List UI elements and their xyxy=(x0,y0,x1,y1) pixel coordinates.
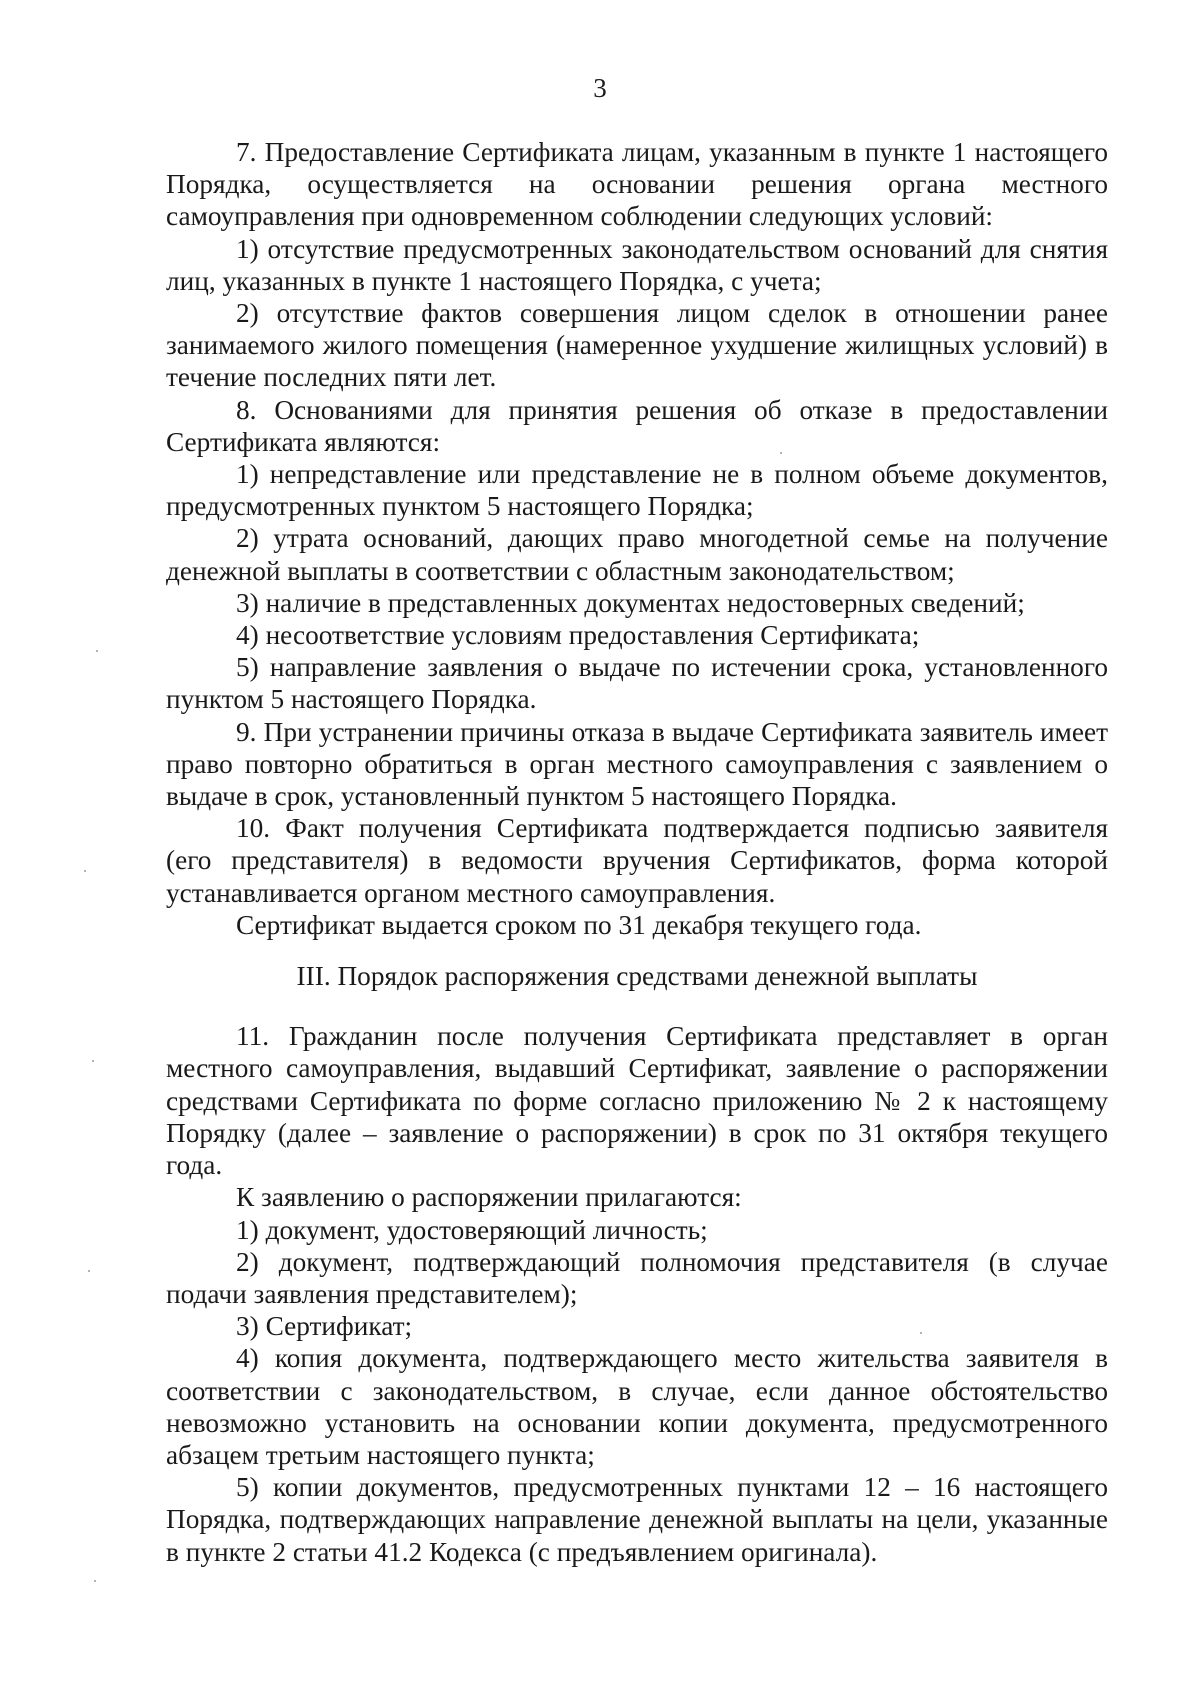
paragraph-9: 9. При устранении причины отказа в выдаче Сертификата заявитель имеет право повторно обратиться в орган местного самоуправления с заявлением о выдаче в срок, установленный пунктом 5 настоящего Порядка. xyxy=(166,716,1108,812)
paragraph-11: 11. Гражданин после получения Сертификата представляет в орган местного самоуправления, выдавший Сертификат, заявление о распоряжении средствами Сертификата по форме согласно приложению № 2 к настоящему Порядку (далее – заявление о распоряжении) в срок по 31 октября текущего года. xyxy=(166,1021,1108,1181)
paragraph-8-item-4: 4) несоответствие условиям предоставления Сертификата; xyxy=(236,620,920,651)
paragraph-7: 7. Предоставление Сертификата лицам, указанным в пункте 1 настоящего Порядка, осуществляется на основании решения органа местного самоуправления при одновременном соблюдении следующих условий: xyxy=(166,137,1108,232)
scan-speck xyxy=(92,1060,94,1062)
paragraph-10: 10. Факт получения Сертификата подтверждается подписью заявителя (его представителя) в ведомости вручения Сертификатов, форма которой устанавливается органом местного самоуправления. xyxy=(166,813,1108,908)
attachment-item-4: 4) копия документа, подтверждающего место жительства заявителя в соответствии с законодательством, в случае, если данное обстоятельство невозможно установить на основании копии документа, предусмотренного абзацем третьим настоящего пункта; xyxy=(166,1343,1108,1470)
attachment-item-2: 2) документ, подтверждающий полномочия представителя (в случае подачи заявления представителем); xyxy=(166,1246,1108,1309)
attachment-item-1: 1) документ, удостоверяющий личность; xyxy=(236,1214,708,1245)
attachment-item-3: 3) Сертификат; xyxy=(236,1311,413,1342)
paragraph-8-item-1: 1) непредставление или представление не в полном объеме документов, предусмотренных пунктом 5 настоящего Порядка; xyxy=(166,459,1108,522)
section-heading: III. Порядок распоряжения средствами денежной выплаты xyxy=(296,961,978,992)
paragraph-8-item-5: 5) направление заявления о выдаче по истечении срока, установленного пунктом 5 настоящего Порядка. xyxy=(166,652,1108,715)
document-body xyxy=(166,136,1108,1568)
attachment-item-5: 5) копии документов, предусмотренных пунктами 12 – 16 настоящего Порядка, подтверждающих направление денежной выплаты на цели, указанные в пункте 2 статьи 41.2 Кодекса (с предъявлением оригинала). xyxy=(166,1472,1108,1567)
scan-speck xyxy=(920,1332,922,1334)
scan-speck xyxy=(94,1580,96,1582)
paragraph-7-item-2: 2) отсутствие фактов совершения лицом сделок в отношении ранее занимаемого жилого помещения (намеренное ухудшение жилищных условий) в течение последних пяти лет. xyxy=(166,298,1108,393)
scan-speck xyxy=(780,452,782,454)
paragraph-8-item-2: 2) утрата оснований, дающих право многодетной семье на получение денежной выплаты в соответствии с областным законодательством; xyxy=(166,523,1108,586)
scan-speck xyxy=(96,650,98,652)
page-number: 3 xyxy=(593,73,607,103)
paragraph-10-term: Сертификат выдается сроком по 31 декабря текущего года. xyxy=(236,909,922,940)
attachments-intro: К заявлению о распоряжении прилагаются: xyxy=(236,1182,742,1213)
paragraph-8-item-3: 3) наличие в представленных документах недостоверных сведений; xyxy=(236,587,1025,618)
scan-speck xyxy=(84,870,86,872)
paragraph-7-item-1: 1) отсутствие предусмотренных законодательством оснований для снятия лиц, указанных в пункте 1 настоящего Порядка, с учета; xyxy=(166,233,1108,296)
paragraph-8: 8. Основаниями для принятия решения об отказе в предоставлении Сертификата являются: xyxy=(166,394,1108,457)
scan-speck xyxy=(88,1270,90,1272)
